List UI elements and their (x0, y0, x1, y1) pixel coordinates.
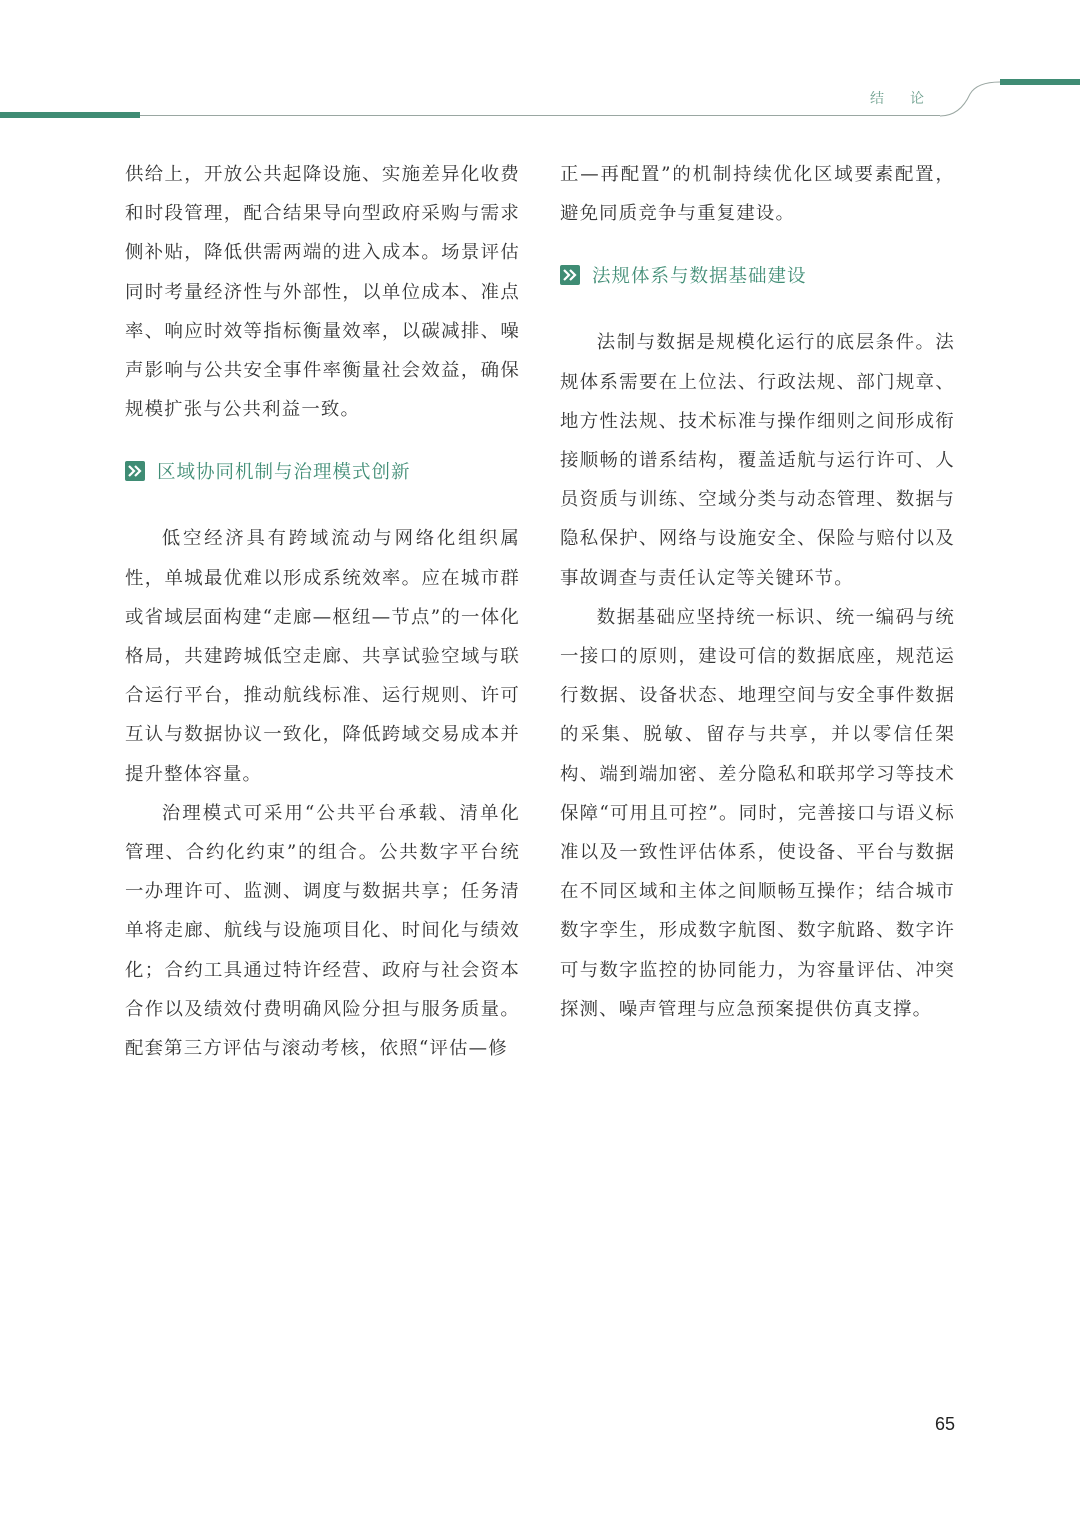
paragraph: 低空经济具有跨域流动与网络化组织属性，单城最优难以形成系统效率。应在城市群或省域层面构建“走廊—枢纽—节点”的一体化格局，共建跨城低空走廊、共享试验空域与联合运行平台，推动航线标准、运行规则、许可互认与数据协议一致化，降低跨域交易成本并提升整体容量。 (125, 528, 520, 785)
double-chevron-right-icon (125, 461, 145, 481)
section-heading-text: 区域协同机制与治理模式创新 (157, 462, 411, 484)
paragraph: 治理模式可采用“公共平台承载、清单化管理、合约化约束”的组合。公共数字平台统一办理许可、监测、调度与数据共享；任务清单将走廊、航线与设施项目化、时间化与绩效化；合约工具通过特许经营、政府与社会资本合作以及绩效付费明确风险分担与服务质量。配套第三方评估与滚动考核，依照“评估—修 (125, 802, 520, 1060)
chapter-title: 结论 (870, 91, 950, 107)
paragraph: 供给上，开放公共起降设施、实施差异化收费和时段管理，配合结果导向型政府采购与需求侧补贴，降低供需两端的进入成本。场景评估同时考量经济性与外部性，以单位成本、准点率、响应时效等指标衡量效率，以碳减排、噪声影响与公共安全事件率衡量社会效益，确保规模扩张与公共利益一致。 (125, 164, 520, 421)
double-chevron-right-icon (560, 265, 580, 285)
section-heading (125, 451, 520, 491)
section-heading (560, 255, 955, 295)
page-number: 65 (935, 1414, 956, 1434)
paragraph: 正—再配置”的机制持续优化区域要素配置，避免同质竞争与重复建设。 (560, 164, 955, 225)
header-accent-bar-left (0, 112, 140, 118)
right-column (560, 155, 955, 1029)
header-accent-bar-right (1000, 79, 1080, 85)
section-heading-text: 法规体系与数据基础建设 (592, 266, 807, 288)
header-rule (0, 115, 940, 116)
paragraph: 法制与数据是规模化运行的底层条件。法规体系需要在上位法、行政法规、部门规章、地方性法规、技术标准与操作细则之间形成衔接顺畅的谱系结构，覆盖适航与运行许可、人员资质与训练、空域分类与动态管理、数据与隐私保护、网络与设施安全、保险与赔付以及事故调查与责任认定等关键环节。 (560, 332, 955, 589)
left-column (125, 155, 520, 1068)
paragraph: 数据基础应坚持统一标识、统一编码与统一接口的原则，建设可信的数据底座，规范运行数据、设备状态、地理空间与安全事件数据的采集、脱敏、留存与共享，并以零信任架构、端到端加密、差分隐私和联邦学习等技术保障“可用且可控”。同时，完善接口与语义标准以及一致性评估体系，使设备、平台与数据在不同区域和主体之间顺畅互操作；结合城市数字孪生，形成数字航图、数字航路、数字许可与数字监控的协同能力，为容量评估、冲突探测、噪声管理与应急预案提供仿真支撑。 (560, 606, 955, 1020)
